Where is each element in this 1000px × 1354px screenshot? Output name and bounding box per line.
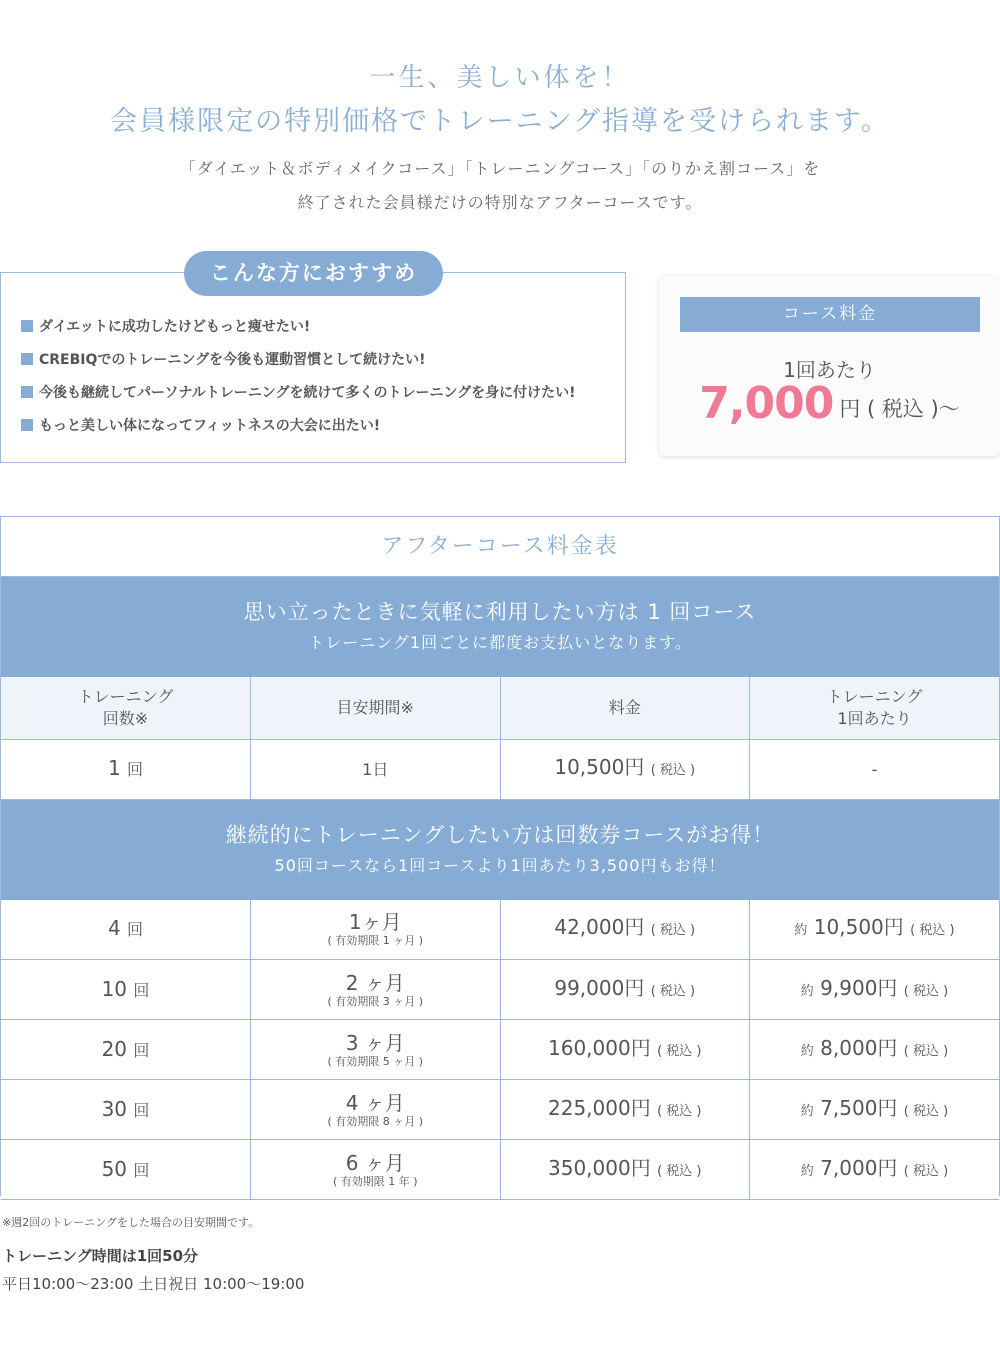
recommend-item-text: 今後も継続してパーソナルトレーニングを続けて多くのトレーニングを身に付けたい!: [39, 385, 576, 401]
cell-count: 1 回: [1, 739, 251, 799]
recommend-item-text: ダイエットに成功したけどもっと痩せたい!: [39, 319, 311, 335]
cell-price: 160,000円 ( 税込 ): [500, 1020, 750, 1080]
square-bullet-icon: [21, 320, 33, 332]
multi-course-table: [1, 900, 999, 1201]
recommend-label: こんな方におすすめ: [184, 251, 443, 296]
cell-per-session: 約 7,000円 ( 税込 ): [750, 1140, 1000, 1200]
table-row: [1, 1140, 999, 1200]
header-period: 目安期間※: [251, 677, 501, 739]
cell-count: 4 回: [1, 900, 251, 960]
cell-period: 4 ヶ月 ( 有効期限 8 ヶ月 ): [251, 1080, 501, 1140]
cell-period: 6 ヶ月 ( 有効期限 1 年 ): [251, 1140, 501, 1200]
cell-price: 99,000円 ( 税込 ): [500, 960, 750, 1020]
table-row: [1, 1080, 999, 1140]
multi-course-band: [1, 800, 999, 900]
header-price: 料金: [500, 677, 750, 739]
square-bullet-icon: [21, 386, 33, 398]
hero-description-line-1: 「ダイエット＆ボディメイクコース」「トレーニングコース」「のりかえ割コース」を: [179, 159, 821, 178]
cell-price: 10,500円 ( 税込 ): [500, 739, 750, 799]
course-price-suffix: 円 ( 税込 )〜: [839, 397, 960, 421]
cell-count: 50 回: [1, 1140, 251, 1200]
recommend-item: [21, 346, 576, 379]
cell-per-session: -: [750, 739, 1000, 799]
footnote: ※週2回のトレーニングをした場合の目安期間です。: [2, 1216, 260, 1229]
course-price-card: [659, 276, 1000, 456]
business-hours: 平日10:00〜23:00 土日祝日 10:00〜19:00: [2, 1275, 305, 1293]
recommend-item: [21, 412, 576, 445]
cell-per-session: 約 10,500円 ( 税込 ): [750, 900, 1000, 960]
cell-price: 225,000円 ( 税込 ): [500, 1080, 750, 1140]
recommend-item-text: CREBIQでのトレーニングを今後も運動習慣として続けたい!: [39, 352, 426, 368]
cell-period: 3 ヶ月 ( 有効期限 5 ヶ月 ): [251, 1020, 501, 1080]
header-per-session: トレーニング 1回あたり: [750, 677, 1000, 739]
fee-table-section: [0, 516, 1000, 1196]
cell-period: 2 ヶ月 ( 有効期限 3 ヶ月 ): [251, 960, 501, 1020]
square-bullet-icon: [21, 353, 33, 365]
recommend-box: [0, 261, 626, 463]
cell-price: 350,000円 ( 税込 ): [500, 1140, 750, 1200]
hero-description-line-2: 終了された会員様だけの特別なアフターコースです。: [297, 193, 703, 212]
header-count: トレーニング 回数※: [1, 677, 251, 739]
cell-period: 1日: [251, 739, 501, 799]
multi-course-heading: 継続的にトレーニングしたい方は回数券コースがお得！: [225, 822, 775, 847]
table-row: [1, 739, 999, 799]
table-header-row: [1, 677, 999, 739]
cell-count: 30 回: [1, 1080, 251, 1140]
table-row: [1, 1020, 999, 1080]
cell-per-session: 約 7,500円 ( 税込 ): [750, 1080, 1000, 1140]
hero-line-2: 会員様限定の特別価格でトレーニング指導を受けられます。: [110, 106, 890, 137]
cell-per-session: 約 8,000円 ( 税込 ): [750, 1020, 1000, 1080]
cell-price: 42,000円 ( 税込 ): [500, 900, 750, 960]
single-course-table: [1, 677, 999, 800]
course-price-label: コース料金: [680, 297, 980, 332]
course-price-per: 1回あたり: [783, 358, 876, 382]
cell-count: 10 回: [1, 960, 251, 1020]
single-course-heading: 思い立ったときに気軽に利用したい方は 1 回コース: [243, 600, 757, 624]
single-course-band: [1, 577, 999, 677]
recommend-item: [21, 313, 576, 346]
hero-description: [0, 152, 1000, 220]
multi-course-sub: 50回コースなら1回コースより1回あたり3,500円もお得！: [274, 855, 726, 875]
course-price: [659, 378, 1000, 429]
recommend-list: [21, 313, 576, 445]
square-bullet-icon: [21, 419, 33, 431]
cell-per-session: 約 9,900円 ( 税込 ): [750, 960, 1000, 1020]
recommend-item-text: もっと美しい体になってフィットネスの大会に出たい!: [39, 418, 381, 434]
fee-table-title: アフターコース料金表: [1, 517, 999, 577]
hero: [0, 58, 1000, 220]
training-duration: トレーニング時間は1回50分: [2, 1247, 199, 1265]
recommend-item: [21, 379, 576, 412]
hero-line-1: 一生、美しい体を！: [369, 63, 631, 93]
single-course-sub: トレーニング1回ごとに都度お支払いとなります。: [308, 633, 692, 652]
table-row: [1, 960, 999, 1020]
course-price-amount: 7,000: [699, 378, 834, 429]
cell-count: 20 回: [1, 1020, 251, 1080]
table-row: [1, 900, 999, 960]
cell-period: 1ヶ月 ( 有効期限 1 ヶ月 ): [251, 900, 501, 960]
